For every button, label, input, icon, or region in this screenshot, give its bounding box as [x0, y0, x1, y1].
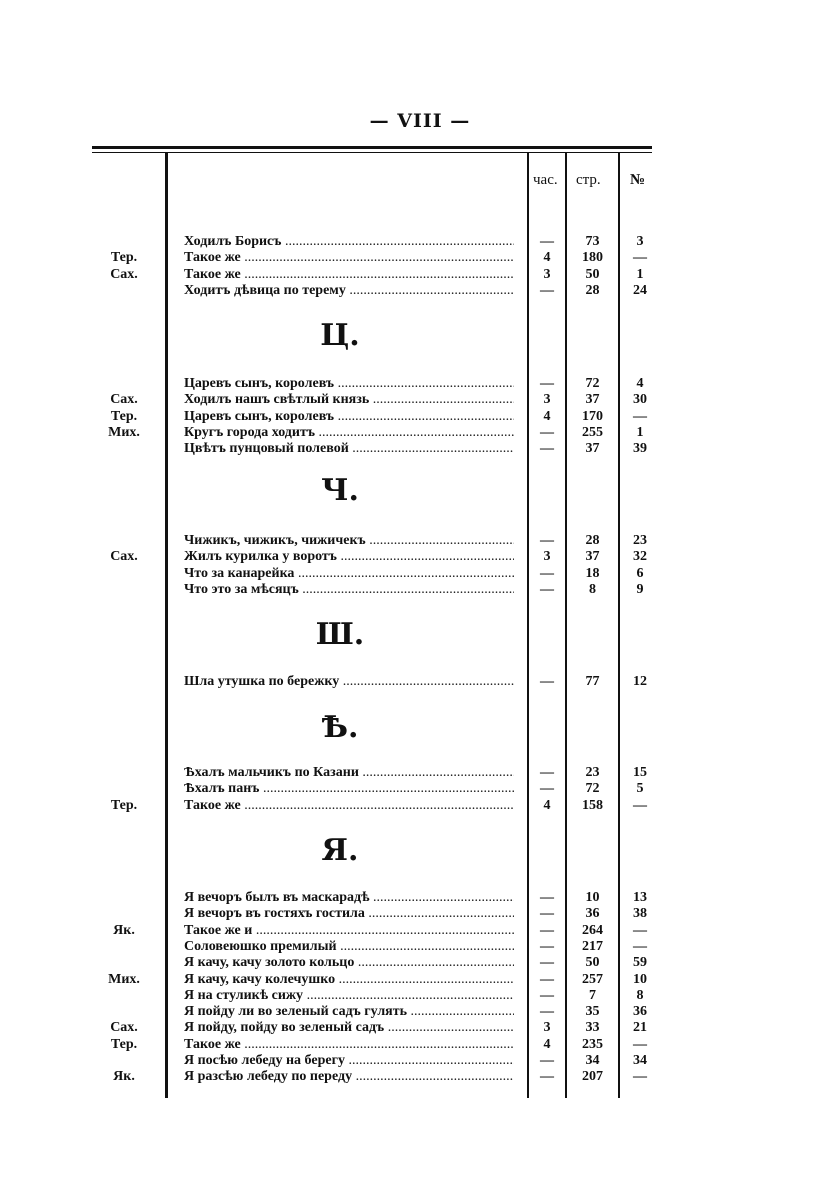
- index-title: Ѣхалъ панъ .....: [184, 780, 514, 797]
- index-src: Як.: [113, 922, 135, 938]
- index-src: Тер.: [110, 797, 138, 813]
- index-num: 21: [633, 1020, 647, 1036]
- index-str: 73: [585, 234, 600, 249]
- index-num: 6: [636, 565, 644, 581]
- index-title: Такое же и .....: [184, 922, 514, 939]
- index-chas: —: [540, 955, 554, 971]
- index-str: 37: [585, 441, 600, 457]
- index-str: 180: [582, 250, 603, 266]
- index-chas: —: [540, 674, 554, 689]
- index-row: [0, 548, 840, 565]
- index-title: Цвѣтъ пунцовый полевой .....: [184, 440, 514, 457]
- index-str: 72: [585, 781, 600, 797]
- top-rule: [92, 146, 652, 149]
- index-str: 170: [582, 408, 603, 424]
- index-row: [0, 581, 840, 598]
- index-row: [0, 1068, 840, 1085]
- index-num: —: [633, 938, 647, 954]
- index-str: 8: [589, 581, 596, 597]
- index-chas: —: [540, 1069, 554, 1085]
- index-title: Царевъ сынъ, королевъ .....: [184, 375, 514, 392]
- index-src: Тер.: [110, 1036, 138, 1052]
- index-str: 10: [585, 890, 600, 905]
- index-str: 28: [585, 533, 600, 548]
- index-row: [0, 889, 840, 906]
- index-num: —: [633, 250, 647, 266]
- index-title: Что это за мѣсяцъ .....: [184, 581, 514, 598]
- section-letter: Ч.: [321, 473, 359, 508]
- index-num: —: [633, 1069, 647, 1085]
- index-row: [0, 249, 840, 266]
- index-title: Такое же .....: [184, 249, 514, 266]
- index-str: 217: [582, 938, 603, 954]
- index-title: Ходитъ дѣвица по терему .....: [184, 282, 514, 299]
- index-row: [0, 764, 840, 781]
- index-num: 39: [633, 441, 647, 457]
- index-title: Я пойду ли во зеленый садъ гулять .....: [184, 1003, 514, 1020]
- index-chas: —: [540, 890, 554, 905]
- index-row: [0, 282, 840, 299]
- index-num: —: [633, 408, 647, 424]
- index-title: Я посѣю лебеду на берегу .....: [184, 1052, 514, 1069]
- section-letter: Ѣ.: [321, 710, 359, 745]
- index-chas: —: [540, 906, 554, 922]
- index-num: 36: [633, 1004, 647, 1020]
- index-chas: 3: [543, 266, 551, 282]
- index-str: 37: [585, 549, 600, 565]
- index-row: [0, 408, 840, 425]
- index-chas: 4: [543, 797, 551, 813]
- index-title: Такое же .....: [184, 266, 514, 283]
- index-src: Мих.: [108, 971, 140, 987]
- index-title: Соловеюшко премилый .....: [184, 938, 514, 955]
- index-str: 34: [585, 1053, 600, 1068]
- index-str: 37: [585, 392, 600, 408]
- index-src: Мих.: [108, 424, 140, 440]
- index-title: Я пойду, пойду во зеленый садъ .....: [184, 1019, 514, 1036]
- index-chas: —: [540, 376, 554, 391]
- index-num: —: [633, 797, 647, 813]
- index-row: [0, 1003, 840, 1020]
- index-num: 38: [633, 906, 647, 922]
- index-num: —: [633, 1036, 647, 1052]
- index-title: Я вечоръ былъ въ маскарадѣ .....: [184, 889, 514, 906]
- index-num: 8: [636, 987, 644, 1003]
- index-chas: 4: [543, 408, 551, 424]
- index-str: 257: [582, 971, 603, 987]
- column-header-chas: час.: [533, 172, 558, 188]
- index-row: [0, 266, 840, 283]
- page-number: — VIII —: [369, 110, 471, 132]
- index-str: 35: [585, 1004, 600, 1020]
- section-letter: Ш.: [315, 617, 365, 652]
- index-title: Такое же .....: [184, 797, 514, 814]
- index-row: [0, 565, 840, 582]
- index-chas: 4: [543, 1036, 551, 1052]
- index-row: [0, 1019, 840, 1036]
- index-chas: 3: [543, 1020, 551, 1036]
- index-chas: 3: [543, 549, 551, 565]
- index-chas: —: [540, 987, 554, 1003]
- index-row: [0, 971, 840, 988]
- index-str: 207: [582, 1069, 603, 1085]
- index-num: 24: [633, 282, 647, 298]
- index-num: 34: [633, 1053, 647, 1068]
- index-num: 10: [633, 971, 647, 987]
- index-title: Ходилъ Борисъ .....: [184, 233, 514, 250]
- index-row: [0, 780, 840, 797]
- section-letter: Я.: [321, 833, 359, 868]
- index-num: 23: [633, 533, 647, 548]
- index-src: Сах.: [110, 392, 138, 408]
- index-chas: —: [540, 565, 554, 581]
- index-row: [0, 532, 840, 549]
- index-chas: —: [540, 1004, 554, 1020]
- index-chas: —: [540, 971, 554, 987]
- index-chas: —: [540, 765, 554, 780]
- index-row: [0, 673, 840, 690]
- index-title: Я качу, качу золото кольцо .....: [184, 954, 514, 971]
- index-row: [0, 375, 840, 392]
- index-title: Я разсѣю лебеду по переду .....: [184, 1068, 514, 1085]
- index-src: Як.: [113, 1069, 135, 1085]
- index-str: 50: [585, 955, 600, 971]
- index-str: 158: [582, 797, 603, 813]
- index-row: [0, 797, 840, 814]
- index-num: 5: [636, 781, 644, 797]
- index-row: [0, 424, 840, 441]
- index-str: 7: [589, 987, 596, 1003]
- index-str: 36: [585, 906, 600, 922]
- index-num: 30: [633, 392, 647, 408]
- index-chas: 4: [543, 250, 551, 266]
- index-num: —: [633, 922, 647, 938]
- index-title: Жилъ курилка у воротъ .....: [184, 548, 514, 565]
- index-str: 50: [585, 266, 600, 282]
- index-src: Сах.: [110, 549, 138, 565]
- index-num: 15: [633, 765, 647, 780]
- index-num: 59: [633, 955, 647, 971]
- index-str: 72: [585, 376, 600, 391]
- index-title: Ѣхалъ мальчикъ по Казани .....: [184, 764, 514, 781]
- index-str: 18: [585, 565, 600, 581]
- index-title: Что за канарейка .....: [184, 565, 514, 582]
- index-num: 32: [633, 549, 647, 565]
- index-num: 4: [636, 376, 644, 391]
- index-title: Я вечоръ въ гостяхъ гостила .....: [184, 905, 514, 922]
- top-rule-thin: [92, 152, 652, 153]
- index-row: [0, 905, 840, 922]
- index-str: 77: [585, 674, 600, 689]
- index-row: [0, 922, 840, 939]
- index-chas: —: [540, 533, 554, 548]
- index-num: 1: [636, 424, 644, 440]
- index-title: Я на стуликѣ сижу .....: [184, 987, 514, 1004]
- index-str: 33: [585, 1020, 600, 1036]
- column-header-num: №: [630, 172, 646, 188]
- index-row: [0, 1036, 840, 1053]
- index-row: [0, 1052, 840, 1069]
- index-chas: 3: [543, 392, 551, 408]
- index-title: Я качу, качу колечушко .....: [184, 971, 514, 988]
- index-row: [0, 938, 840, 955]
- index-title: Шла утушка по бережку .....: [184, 673, 514, 690]
- index-str: 28: [585, 282, 600, 298]
- index-num: 9: [636, 581, 644, 597]
- column-header-str: стр.: [576, 172, 601, 188]
- index-src: Тер.: [110, 250, 138, 266]
- index-row: [0, 233, 840, 250]
- index-title: Ходилъ нашъ свѣтлый князь .....: [184, 391, 514, 408]
- index-title: Кругъ города ходитъ .....: [184, 424, 514, 441]
- index-chas: —: [540, 424, 554, 440]
- index-chas: —: [540, 781, 554, 797]
- index-chas: —: [540, 441, 554, 457]
- index-chas: —: [540, 581, 554, 597]
- index-str: 264: [582, 922, 603, 938]
- index-chas: —: [540, 1053, 554, 1068]
- index-str: 255: [582, 424, 603, 440]
- section-letter: Ц.: [320, 318, 360, 353]
- index-src: Тер.: [110, 408, 138, 424]
- index-title: Чижикъ, чижикъ, чижичекъ .....: [184, 532, 514, 549]
- index-str: 23: [585, 765, 600, 780]
- index-num: 3: [636, 234, 644, 249]
- index-row: [0, 987, 840, 1004]
- index-src: Сах.: [110, 266, 138, 282]
- index-chas: —: [540, 938, 554, 954]
- index-row: [0, 954, 840, 971]
- index-row: [0, 391, 840, 408]
- index-src: Сах.: [110, 1020, 138, 1036]
- index-title: Такое же .....: [184, 1036, 514, 1053]
- index-title: Царевъ сынъ, королевъ .....: [184, 408, 514, 425]
- index-num: 13: [633, 890, 647, 905]
- index-str: 235: [582, 1036, 603, 1052]
- index-chas: —: [540, 282, 554, 298]
- index-num: 12: [633, 674, 647, 689]
- index-row: [0, 440, 840, 457]
- index-chas: —: [540, 234, 554, 249]
- index-chas: —: [540, 922, 554, 938]
- index-num: 1: [636, 266, 644, 282]
